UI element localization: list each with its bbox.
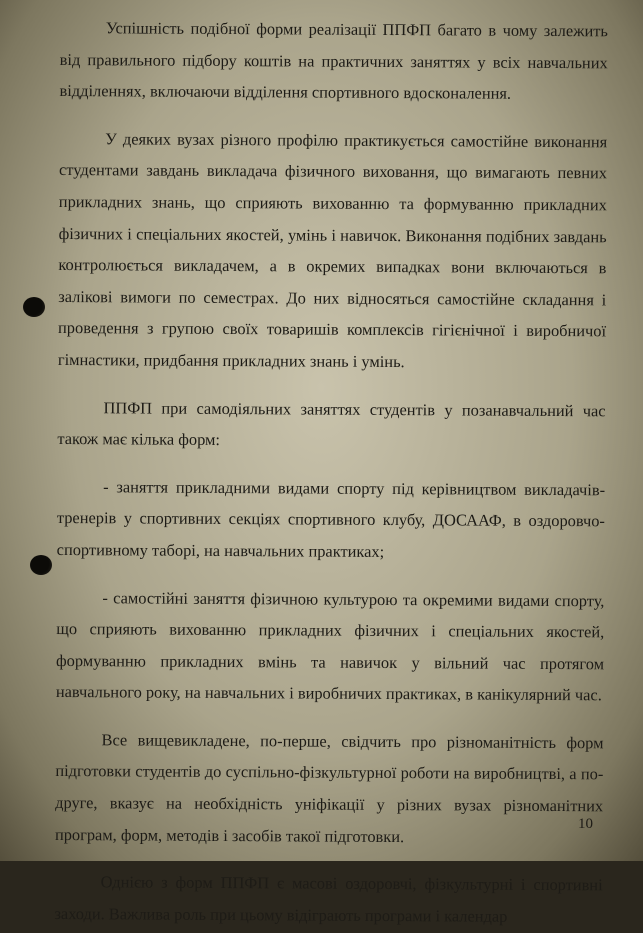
document-body <box>54 12 608 933</box>
punch-hole <box>23 297 45 317</box>
punch-hole <box>30 555 52 575</box>
paragraph: У деяких вузах різного профілю практикується самостійне виконання студентами завдань викладача фізичного виховання, що вимагають певних прикладних знань, що сприяють вихованню та формуванню прикладних фізичних і спеціальних якостей, умінь і навичок. Виконання подібних завдань контролюється викладачем, а в окремих випадках вони включаються в залікові вимоги по семестрах. До них відносяться самостійне складання і проведення з групою своїх товаришів комплексів гігієнічної і виробничої гімнастики, придбання прикладних знань і умінь. <box>57 129 608 372</box>
page-number: 10 <box>578 816 593 832</box>
paragraph: Однією з форм ППФП є масові оздоровчі, фізкультурні і спортивні заходи. Важлива роль при цьому відіграють програми і календар <box>54 872 603 926</box>
list-item: - заняття прикладними видами спорту під керівництвом викладачів-тренерів у спортивних секціях спортивного клубу, ДОСААФ, в оздоровчо-спортивному таборі, на навчальних практиках; <box>56 476 606 561</box>
paragraph: Все вищевикладене, по-перше, свідчить про різноманітність форм підготовки студентів до суспільно-фізкультурної роботи на виробництві, а по-друге, вказує на необхідність уніфікації у різних вузах різноманітних програм, форм, методів і засобів такої підготовки. <box>54 730 604 846</box>
list-item: - самостійні заняття фізичною культурою та окремими видами спорту, що сприяють вихованню прикладних фізичних і спеціальних якостей, формуванню прикладних вмінь та навичок у вільний час протягом навчального року, на навчальних і виробничих практиках, в канікулярний час. <box>55 587 605 705</box>
paragraph: Успішність подібної форми реалізації ППФП багато в чому залежить від правильного підбору коштів на практичних заняттях у всіх навчальних відділеннях, включаючи відділення спортивного вдосконалення. <box>59 18 608 103</box>
paragraph: ППФП при самодіяльних заняттях студентів у позанавчальний час також має кілька форм: <box>57 397 606 450</box>
